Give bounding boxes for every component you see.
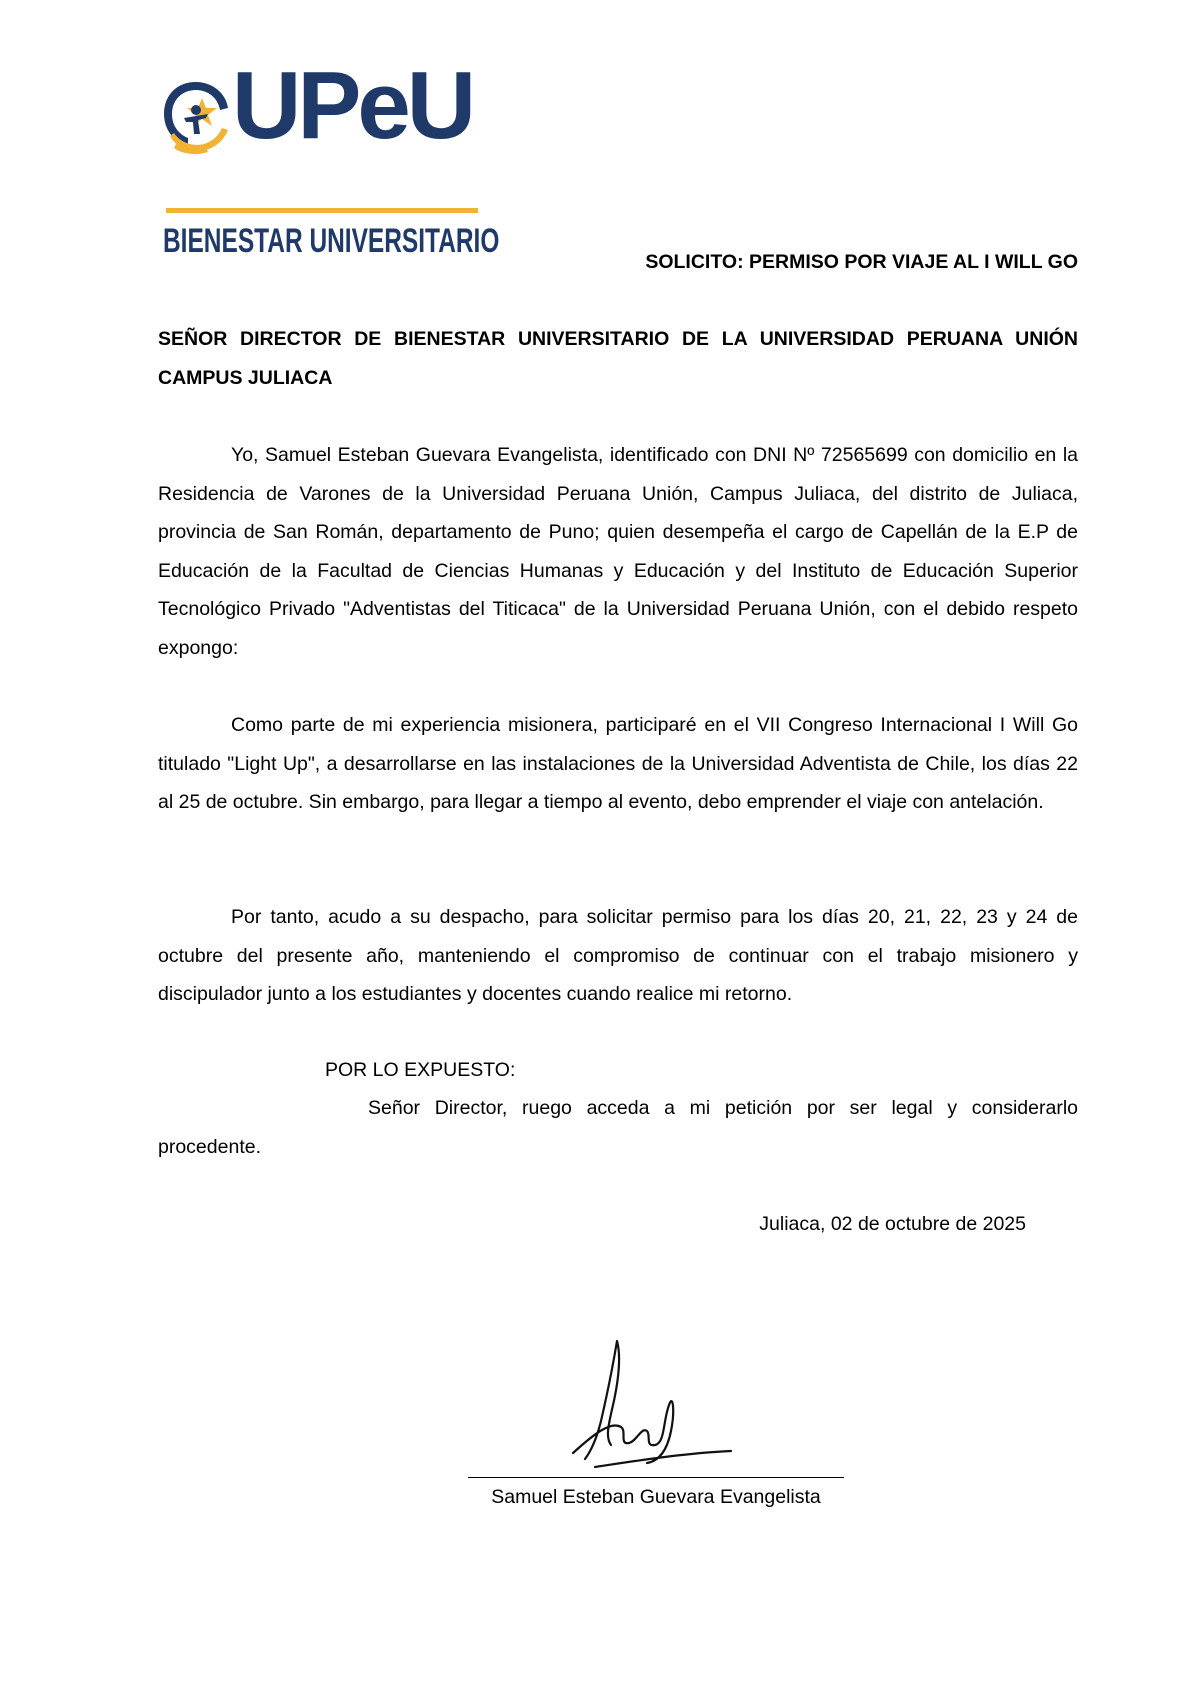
closing-label: POR LO EXPUESTO: bbox=[325, 1059, 516, 1081]
upeu-logo bbox=[160, 52, 500, 260]
logo-divider bbox=[166, 208, 478, 213]
body-paragraph: Por tanto, acudo a su despacho, para solicitar permiso para los días 20, 21, 22, 23 y 24 de octubre del presente año, manteniendo el compromiso de continuar con el trabajo misionero y discipulador junto a los estudiantes y docentes cuando realice mi retorno. bbox=[158, 906, 1078, 1005]
body-paragraph: Como parte de mi experiencia misionera, participaré en el VII Congreso Internacional I Will Go titulado "Light Up", a desarrollarse en las instalaciones de la Universidad Adventista de Chile, los días 22 al 25 de octubre. Sin embargo, para llegar a tiempo al evento, debo emprender el viaje con antelación. bbox=[158, 714, 1078, 813]
addressee: SEÑOR DIRECTOR DE BIENESTAR UNIVERSITARIO DE LA UNIVERSIDAD PERUANA UNIÓN CAMPUS JULIACA bbox=[158, 328, 1078, 389]
signer-name: Samuel Esteban Guevara Evangelista bbox=[491, 1486, 821, 1508]
handwritten-signature bbox=[555, 1335, 755, 1475]
closing-body: Señor Director, ruego acceda a mi petición por ser legal y considerarlo procedente. bbox=[158, 1097, 1078, 1158]
body-paragraph: Yo, Samuel Esteban Guevara Evangelista, identificado con DNI Nº 72565699 con domicilio en la Residencia de Varones de la Universidad Peruana Unión, Campus Juliaca, del distrito de Juliaca, provincia de San Román, departamento de Puno; quien desempeña el cargo de Capellán de la E.P de Educación de la Facultad de Ciencias Humanas y Educación y del Instituto de Educación Superior Tecnológico Privado "Adventistas del Titicaca" de la Universidad Peruana Unión, con el debido respeto expongo: bbox=[158, 444, 1078, 659]
logo-wordmark: UPeU bbox=[232, 52, 473, 159]
logo-subtitle: BIENESTAR UNIVERSITARIO bbox=[163, 222, 500, 260]
place-date: Juliaca, 02 de octubre de 2025 bbox=[759, 1213, 1026, 1235]
upeu-emblem-icon bbox=[160, 78, 232, 156]
subject-line: SOLICITO: PERMISO POR VIAJE AL I WILL GO bbox=[645, 251, 1078, 273]
